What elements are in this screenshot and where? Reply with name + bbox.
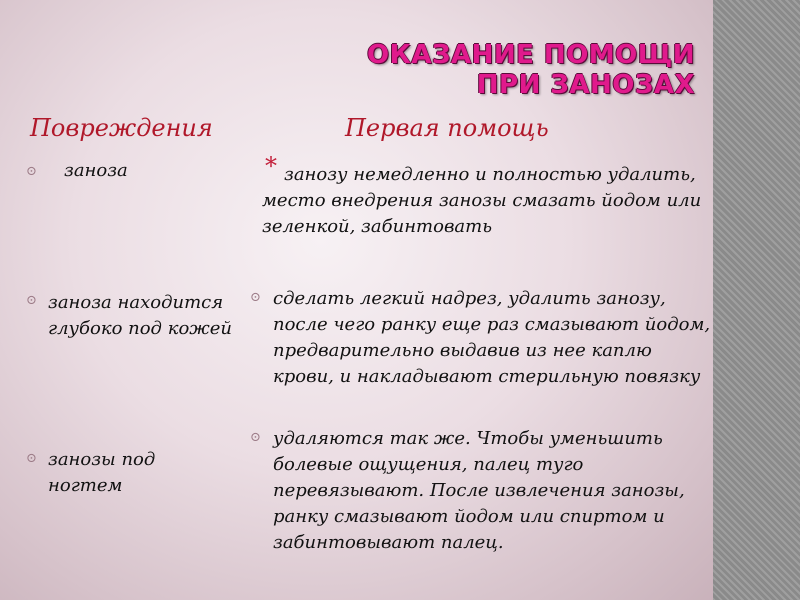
slide-title xyxy=(367,40,695,100)
title-line-1: ОКАЗАНИЕ ПОМОЩИ xyxy=(367,40,695,70)
bullet-icon: ⊙ xyxy=(250,290,261,305)
side-decor-strip xyxy=(713,0,800,600)
bullet-icon: ⊙ xyxy=(26,164,37,179)
first-aid-item: удаляются так же. Чтобы уменьшить болевые ощущения, палец туго перевязывают. После извлечения занозы, ранку смазывают йодом или спиртом и забинтовывают палец. xyxy=(273,428,685,553)
first-aid-item: сделать легкий надрез, удалить занозу, после чего ранку еще раз смазывают йодом, предварительно выдавив из нее каплю крови, и накладывают стерильную повязку xyxy=(273,288,711,387)
bullet-icon: ⊙ xyxy=(26,293,37,308)
bullet-icon: ⊙ xyxy=(250,430,261,445)
bullet-icon: ⊙ xyxy=(26,451,37,466)
first-aid-header: Первая помощь xyxy=(345,114,549,142)
injury-item: заноза xyxy=(64,160,128,181)
injury-item: занозы под ногтем xyxy=(48,449,156,496)
injuries-header: Повреждения xyxy=(30,114,213,142)
first-aid-item: занозу немедленно и полностью удалить, место внедрения занозы смазать йодом или зеленкой, забинтовать xyxy=(262,164,702,237)
star-bullet-icon: * xyxy=(265,152,277,180)
title-line-2: ПРИ ЗАНОЗАХ xyxy=(476,70,695,100)
injury-item: заноза находится глубоко под кожей xyxy=(48,292,232,339)
